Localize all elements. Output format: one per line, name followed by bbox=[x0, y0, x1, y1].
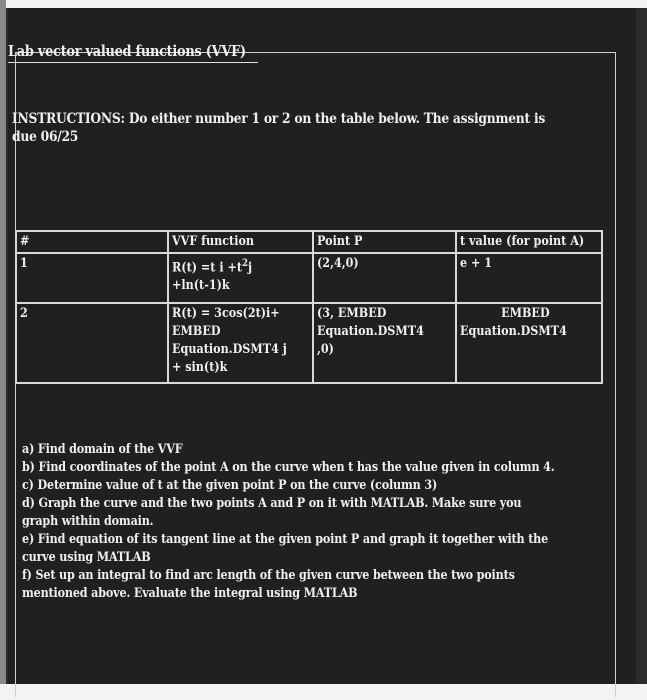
question-c: c) Determine value of t at the given point P on the curve (column 3) bbox=[22, 478, 438, 493]
row2-function: R(t) = 3cos(2t)i+ EMBED Equation.DSMT4 j + sin(t)k bbox=[168, 303, 313, 383]
row1-function-part2: j bbox=[248, 260, 253, 276]
question-f: f) Set up an integral to find arc length of the given curve between the two points mentioned above. Evaluate the integral using MATLAB bbox=[22, 568, 515, 601]
document-title: Lab vector valued functions (VVF) bbox=[8, 42, 246, 60]
question-e: e) Find equation of its tangent line at the given point P and graph it together with the curve using MATLAB bbox=[22, 532, 549, 565]
header-t-value: t value (for point A) bbox=[456, 231, 602, 253]
header-number: # bbox=[16, 231, 168, 253]
row1-function-exponent: 2 bbox=[242, 258, 249, 269]
photo-background-top bbox=[0, 0, 647, 8]
row1-function-part1: R(t) =t i +t bbox=[172, 260, 243, 276]
question-b: b) Find coordinates of the point A on the curve when t has the value given in column 4. bbox=[22, 460, 555, 475]
row2-number: 2 bbox=[16, 303, 168, 383]
table-row bbox=[16, 253, 602, 303]
header-point-p: Point P bbox=[313, 231, 456, 253]
row1-number: 1 bbox=[16, 253, 168, 303]
photo-background-left bbox=[0, 0, 6, 700]
table-header-row bbox=[16, 231, 602, 253]
row1-function bbox=[168, 253, 313, 303]
row1-point: (2,4,0) bbox=[313, 253, 456, 303]
question-d: d) Graph the curve and the two points A and P on it with MATLAB. Make sure you graph within domain. bbox=[22, 496, 522, 529]
table-row bbox=[16, 303, 602, 383]
question-a: a) Find domain of the VVF bbox=[22, 442, 183, 457]
row2-point: (3, EMBED Equation.DSMT4 ,0) bbox=[313, 303, 456, 383]
questions-list bbox=[22, 441, 572, 603]
row2-t-value: EMBED Equation.DSMT4 bbox=[456, 303, 602, 383]
header-vvf-function: VVF function bbox=[168, 231, 313, 253]
instructions-text: INSTRUCTIONS: Do either number 1 or 2 on the table below. The assignment is due 06/25 bbox=[12, 111, 546, 145]
row1-t-value: e + 1 bbox=[456, 253, 602, 303]
row1-function-line2: +ln(t-1)k bbox=[172, 278, 230, 294]
title-underline bbox=[8, 62, 258, 63]
vvf-table bbox=[15, 230, 603, 384]
